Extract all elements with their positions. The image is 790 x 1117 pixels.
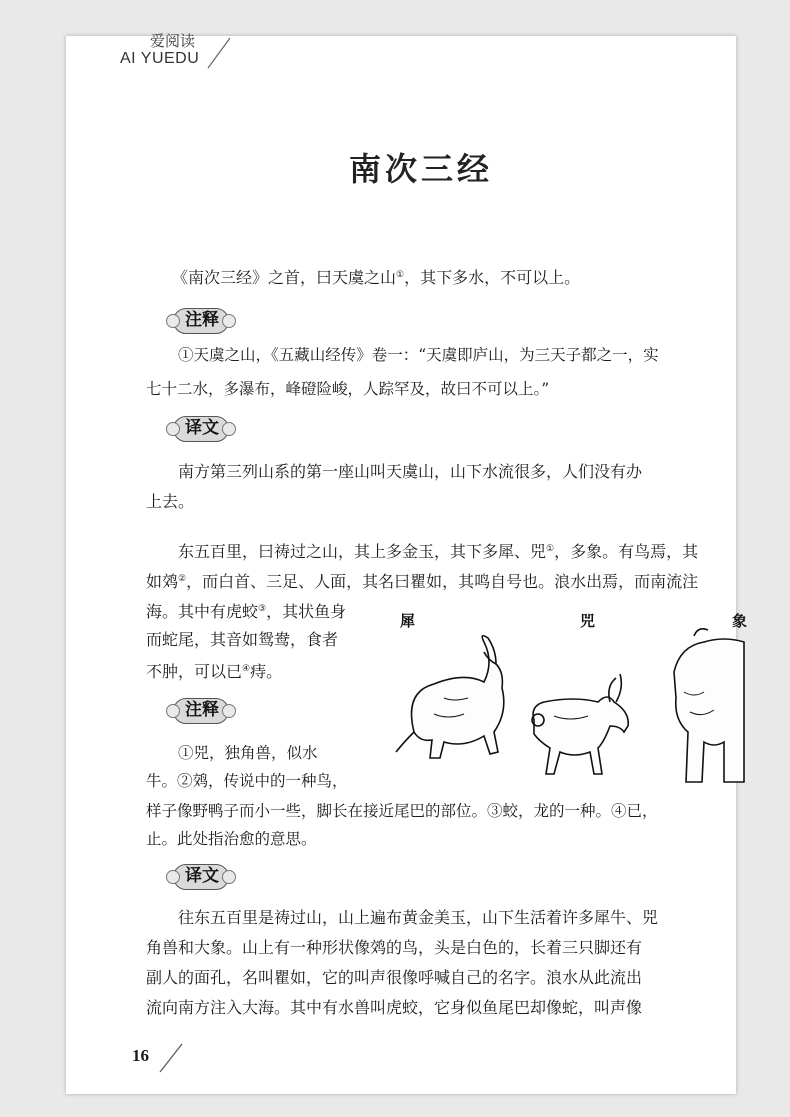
translation1-line-2: 上去。: [146, 492, 195, 511]
book-page: [66, 32, 748, 1094]
animal-illustration: [384, 602, 748, 782]
note-ref-s2-1: ①: [546, 544, 555, 554]
note-ref-1: ①: [396, 270, 405, 280]
translation-badge-2-label: 译文: [185, 866, 219, 886]
series-name-english: AI YUEDU: [120, 50, 200, 67]
header-slash-icon: [204, 36, 234, 70]
illustration-label-elephant: 象: [732, 612, 748, 630]
section2-line-3: [146, 596, 346, 625]
section2-line-5-text-end: 痔。: [250, 662, 283, 681]
rhino-drawing: [396, 636, 504, 758]
notes1-line-1: ①天虞之山，《五藏山经传》卷一：“天虞即庐山，为三天子都之一，实: [178, 346, 659, 364]
running-header: [66, 32, 246, 72]
notes2-line-3: 样子像野鸭子而小一些，脚长在接近尾巴的部位。③蛟，龙的一种。④已，: [146, 802, 658, 820]
intro-text-start: 《南次三经》之首，曰天虞之山: [172, 268, 397, 287]
notes2-line-1: ①兕，独角兽，似水: [178, 744, 318, 762]
section2-line-1-text-end: ，多象。有鸟焉，其: [554, 542, 699, 561]
translation2-line-2: 角兽和大象。山上有一种形状像䴔的鸟，头是白色的，长着三只脚还有: [146, 938, 643, 957]
illustration-label-buffalo: 兕: [580, 612, 596, 630]
animal-drawings: [384, 602, 744, 782]
illustration-label-rhino: 犀: [400, 612, 416, 630]
intro-paragraph: [172, 262, 580, 291]
translation-badge-label: 译文: [185, 418, 219, 438]
section2-line-2: [146, 566, 698, 595]
notes-badge-label: 注释: [185, 310, 219, 330]
notes1-line-2: 七十二水，多瀑布，峰磴险峻，人踪罕及，故曰不可以上。”: [146, 380, 550, 398]
series-name-chinese: 爱阅读: [150, 32, 196, 50]
section2-line-2-text-end: ，而白首、三足、人面，其名曰瞿如，其鸣自号也。浪水出焉，而南流注: [186, 572, 699, 591]
page-number-block: [132, 1040, 212, 1070]
section2-line-1-text: 东五百里，曰祷过之山，其上多金玉，其下多犀、兕: [178, 542, 547, 561]
notes2-line-4: 止。此处指治愈的意思。: [146, 830, 317, 848]
translation2-line-1: 往东五百里是祷过山，山上遍布黄金美玉，山下生活着许多犀牛、兕: [178, 908, 659, 927]
folio-slash-icon: [156, 1040, 186, 1074]
section2-line-2-text: 如䴔: [146, 572, 179, 591]
note-ref-s2-2: ②: [178, 574, 187, 584]
section2-line-3-text: 海。其中有虎蛟: [146, 602, 259, 621]
section2-line-4: 而蛇尾，其音如鸳鸯，食者: [146, 630, 339, 649]
notes2-line-2: 牛。②䴔，传说中的一种鸟，: [146, 772, 348, 790]
translation-badge-2: [170, 862, 232, 892]
note-ref-s2-3: ③: [258, 604, 267, 614]
note-ref-s2-4: ④: [242, 664, 251, 674]
section2-line-5-text: 不肿，可以已: [146, 662, 243, 681]
notes-badge-2-label: 注释: [185, 700, 219, 720]
translation1-line-1: 南方第三列山系的第一座山叫天虞山，山下水流很多，人们没有办: [178, 462, 643, 481]
notes-badge: [170, 306, 232, 336]
translation2-line-3: 副人的面孔，名叫瞿如，它的叫声很像呼喊自己的名字。浪水从此流出: [146, 968, 643, 987]
elephant-drawing: [674, 629, 744, 782]
intro-text-end: ，其下多水，不可以上。: [404, 268, 581, 287]
translation-badge: [170, 414, 232, 444]
section2-line-5: [146, 656, 282, 685]
translation2-line-4: 流向南方注入大海。其中有水兽叫虎蛟，它身似鱼尾巴却像蛇，叫声像: [146, 998, 643, 1017]
section2-line-1: [178, 536, 698, 565]
buffalo-drawing: [532, 674, 628, 774]
notes-badge-2: [170, 696, 232, 726]
page-title: 南次三经: [348, 150, 493, 188]
page-number: 16: [132, 1046, 149, 1065]
section2-line-3-text-end: ，其状鱼身: [266, 602, 347, 621]
